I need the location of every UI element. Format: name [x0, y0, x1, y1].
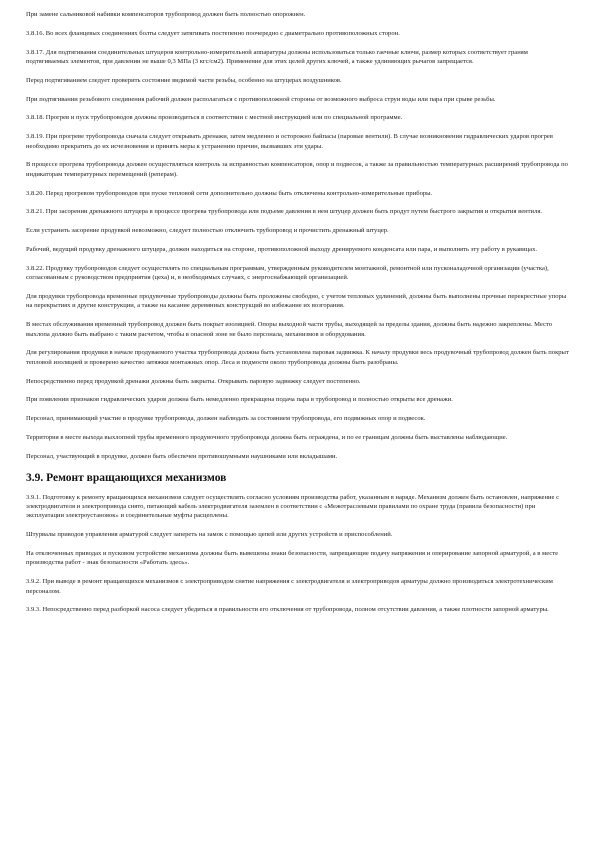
paragraph: Территория в месте выхода выхлопной трубы временного продувочного трубопровода должна быть ограждена, и по ее границам должны быть выставлены наблюдающие. — [26, 433, 508, 441]
paragraph: В местах обслуживания временный трубопровод должен быть покрыт изоляцией. Опоры выходной части трубы, выходящей за пределы здания, должны быть надежно закреплены. Место выхлопа должно быть выбрано с таким расчетом, чтобы в опасной зоне не было персонала, механизмов и оборудования. — [26, 321, 553, 338]
paragraph-3-9-1: 3.9.1. Подготовку к ремонту вращающихся механизмов следует осуществлять согласно условиям производства работ, указанным в наряде. Механизм должен быть остановлен, напряжение с электродвигателя и электропривода снято, питающий кабель электродвигателя заземлен в соответствии с «Межотраслевыми правилами по охране труда (правила безопасности) при эксплуатации электроустановок» и соединительные муфты расцеплены. — [26, 493, 560, 520]
paragraph: На отключенных приводах и пусковом устройстве механизма должны быть вывешены знаки безопасности, запрещающие подачу напряжения и оперирование запорной арматурой, а в месте производства работ - знак безопасности «Работать здесь». — [26, 549, 559, 567]
document-page — [26, 10, 569, 624]
paragraph: Для регулирования продувки в начале продуваемого участка трубопровода должна быть установлена паровая задвижка. К началу продувки весь продувочный трубопровод должен быть покрыт тепловой изоляцией и проверено качество затяжки монтажных опор. Леса и подмости около трубопровода должны быть разобраны. — [26, 349, 569, 366]
paragraph: При подтягивании резьбового соединения рабочий должен располагаться с противоположной стороны от возможного выброса струи воды или пара при срыве резьбы. — [26, 95, 496, 103]
paragraph-3-8-22: 3.8.22. Продувку трубопроводов следует осуществлять по специальным программам, утвержденным руководителем монтажной, ремонтной или пусконаладочной организации (участка), согласованным с руководством предприятия (цеха) и, в необходимых случаях, с энергоснабжающей организацией. — [26, 264, 549, 282]
paragraph: В процессе прогрева трубопровода должен осуществляться контроль за исправностью компенсаторов, опор и подвесок, а также за правильностью температурных расширений трубопровода по индикаторам температурных перемещений (реперам). — [26, 161, 568, 178]
paragraph-3-9-2: 3.9.2. При выводе в ремонт вращающихся механизмов с электроприводом снятие напряжения с электродвигателя и электроприводов арматуры должно производиться электротехническим персоналом. — [26, 578, 553, 595]
paragraph: При появлении признаков гидравлических ударов должна быть немедленно прекращена подача пара в трубопровод и полностью открыты все дренажи. — [26, 396, 453, 404]
paragraph: Рабочий, ведущий продувку дренажного штуцера, должен находиться на стороне, противоположной выходу дренируемого конденсата или пара, и выполнять эту работу в рукавицах. — [26, 245, 538, 253]
paragraph-3-8-17: 3.8.17. Для подтягивания соединительных штуцеров контрольно-измерительной аппаратуры должны использоваться только гаечные ключи, размер которых соответствует граням подтягиваемых элементов, при давлении не выше 0,3 МПа (3 кгс/см2). Применение для этих целей других ключей, а также удлиняющих рычагов запрещается. — [26, 48, 528, 65]
paragraph-3-9-3: 3.9.3. Непосредственно перед разборкой насоса следует убедиться в правильности его отключения от трубопровода, полном отсутствии давления, а также плотности запорной арматуры. — [26, 606, 549, 614]
paragraph-3-8-16: 3.8.16. Во всех фланцевых соединениях болты следует затягивать постепенно поочередно с диаметрально противоположных сторон. — [26, 29, 400, 37]
paragraph-3-8-18: 3.8.18. Прогрев и пуск трубопроводов должны производиться в соответствии с местной инструкцией или по специальной программе. — [26, 114, 403, 122]
paragraph: Штурвалы приводов управления арматурой следует запереть на замок с помощью цепей или других устройств и приспособлений. — [26, 531, 393, 539]
paragraph: При замене сальниковой набивки компенсаторов трубопровод должен быть полностью опорожнен. — [26, 11, 306, 18]
paragraph-3-8-19: 3.8.19. При прогреве трубопровода сначала следует открывать дренажи, затем медленно и осторожно байпасы (паровые вентили). В случае возникновения гидравлических ударов прогрев необходимо прекратить до их исчезновения и принять меры к устранению причин, вызвавших эти удары. — [26, 133, 553, 150]
section-heading: 3.9. Ремонт вращающихся механизмов — [26, 471, 227, 484]
paragraph: Персонал, принимающий участие в продувке трубопровода, должен наблюдать за состоянием трубопровода, его подвижных опор и подвесок. — [26, 415, 426, 423]
paragraph: Для продувки трубопровода временные продувочные трубопроводы должны быть проложены свободно, с учетом тепловых удлинений, должны быть выполнены прочные перекрестные упоры на перекрытиях и другие конструкции, а также на касание деревянных конструкций во избежание их возгорания. — [26, 292, 567, 310]
paragraph: Перед подтягиванием следует проверить состояние видимой части резьбы, особенно на штуцерах воздушников. — [26, 76, 342, 84]
paragraph: Непосредственно перед продувкой дренажи должны быть закрыты. Открывать паровую задвижку следует постепенно. — [26, 377, 361, 385]
paragraph: Если устранить засорение продувкой невозможно, следует полностью отключить трубопровод и прочистить дренажный штуцер. — [26, 227, 389, 235]
paragraph-3-8-21: 3.8.21. При засорении дренажного штуцера в процессе прогрева трубопровода или подъеме давления в нем штуцер должен быть продут путем быстрого закрытия и открытия вентиля. — [26, 208, 543, 216]
paragraph: Персонал, участвующий в продувке, должен быть обеспечен противошумными наушниками или вкладышами. — [26, 452, 338, 460]
paragraph-3-8-20: 3.8.20. Перед прогревом трубопроводов при пуске тепловой сети дополнительно должны быть отключены контрольно-измерительные приборы. — [26, 189, 433, 197]
